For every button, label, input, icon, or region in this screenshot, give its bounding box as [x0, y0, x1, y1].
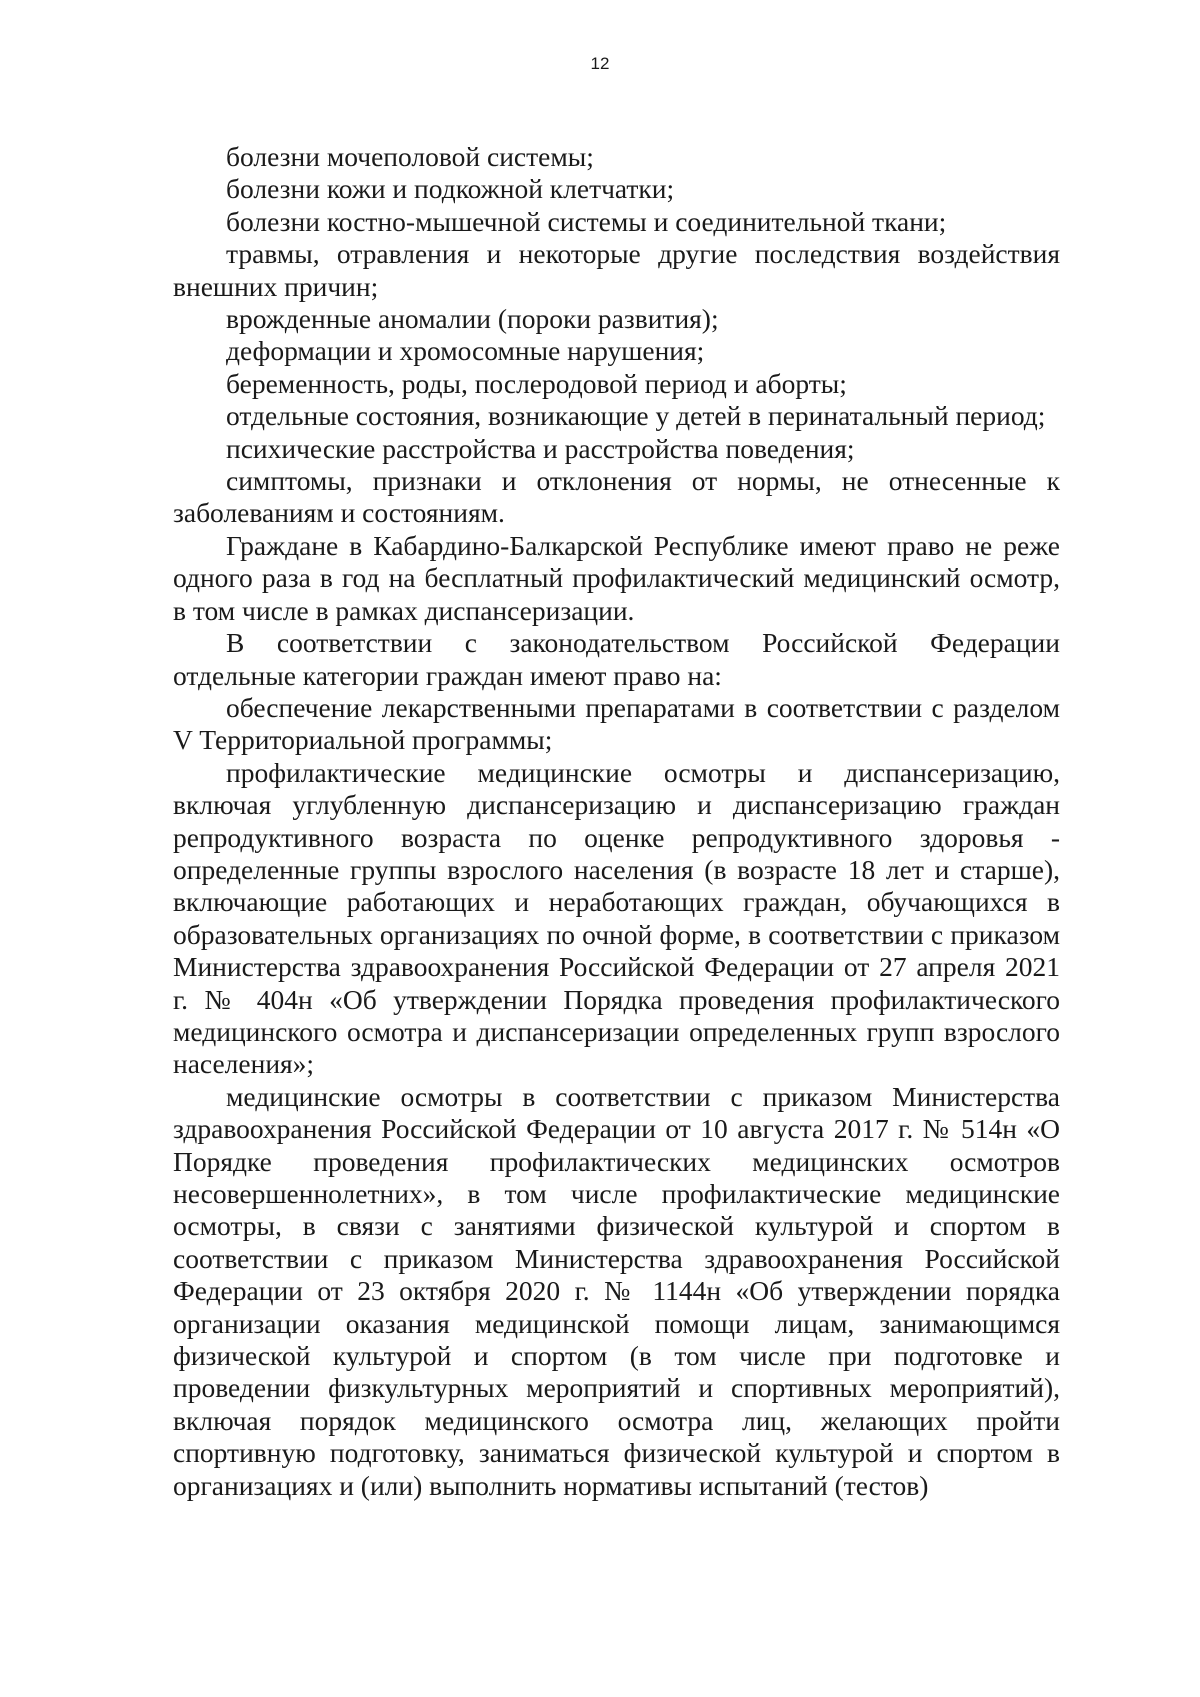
paragraph: В соответствии с законодательством Российской Федерации отдельные категории граждан имеют право на: [173, 627, 1060, 691]
list-item: профилактические медицинские осмотры и диспансеризацию, включая углубленную диспансеризацию и диспансеризацию граждан репродуктивного возраста по оценке репродуктивного здоровья - определенные группы взрослого населения (в возрасте 18 лет и старше), включающие работающих и неработающих граждан, обучающихся в образовательных организациях по очной форме, в соответствии с приказом Министерства здравоохранения Российской Федерации от 27 апреля 2021 г. № 404н «Об утверждении Порядка проведения профилактического медицинского осмотра и диспансеризации определенных групп взрослого населения»; [173, 756, 1060, 1080]
list-item: обеспечение лекарственными препаратами в соответствии с разделом V Территориальной программы; [173, 691, 1060, 756]
list-item: психические расстройства и расстройства поведения; [226, 432, 855, 464]
list-item: беременность, роды, послеродовой период и аборты; [226, 367, 847, 399]
list-item: болезни мочеполовой системы; [226, 141, 594, 172]
list-item: отдельные состояния, возникающие у детей в перинатальный период; [226, 400, 1046, 432]
list-item: врожденные аномалии (пороки развития); [226, 303, 719, 335]
document-body [173, 141, 1060, 1502]
page-number: 12 [590, 54, 610, 73]
paragraph: Граждане в Кабардино-Балкарской Республике имеют право не реже одного раза в год на бесплатный профилактический медицинский осмотр, в том числе в рамках диспансеризации. [173, 529, 1060, 626]
list-item: травмы, отравления и некоторые другие последствия воздействия внешних причин; [173, 238, 1060, 302]
list-item: медицинские осмотры в соответствии с приказом Министерства здравоохранения Российской Федерации от 10 августа 2017 г. № 514н «О Порядке проведения профилактических медицинских осмотров несовершеннолетних», в том числе профилактические медицинские осмотры, в связи с занятиями физической культурой и спортом в соответствии с приказом Министерства здравоохранения Российской Федерации от 23 октября 2020 г. № 1144н «Об утверждении порядка организации оказания медицинской помощи лицам, занимающимся физической культурой и спортом (в том числе при подготовке и проведении физкультурных мероприятий и спортивных мероприятий), включая порядок медицинского осмотра лиц, желающих пройти спортивную подготовку, заниматься физической культурой и спортом в организациях и (или) выполнить нормативы испытаний (тестов) [173, 1080, 1060, 1501]
list-item: болезни костно-мышечной системы и соединительной ткани; [226, 205, 947, 237]
list-item: симптомы, признаки и отклонения от нормы, не отнесенные к заболеваниям и состояниям. [173, 465, 1060, 529]
list-item: деформации и хромосомные нарушения; [226, 335, 705, 367]
list-item: болезни кожи и подкожной клетчатки; [226, 173, 675, 205]
